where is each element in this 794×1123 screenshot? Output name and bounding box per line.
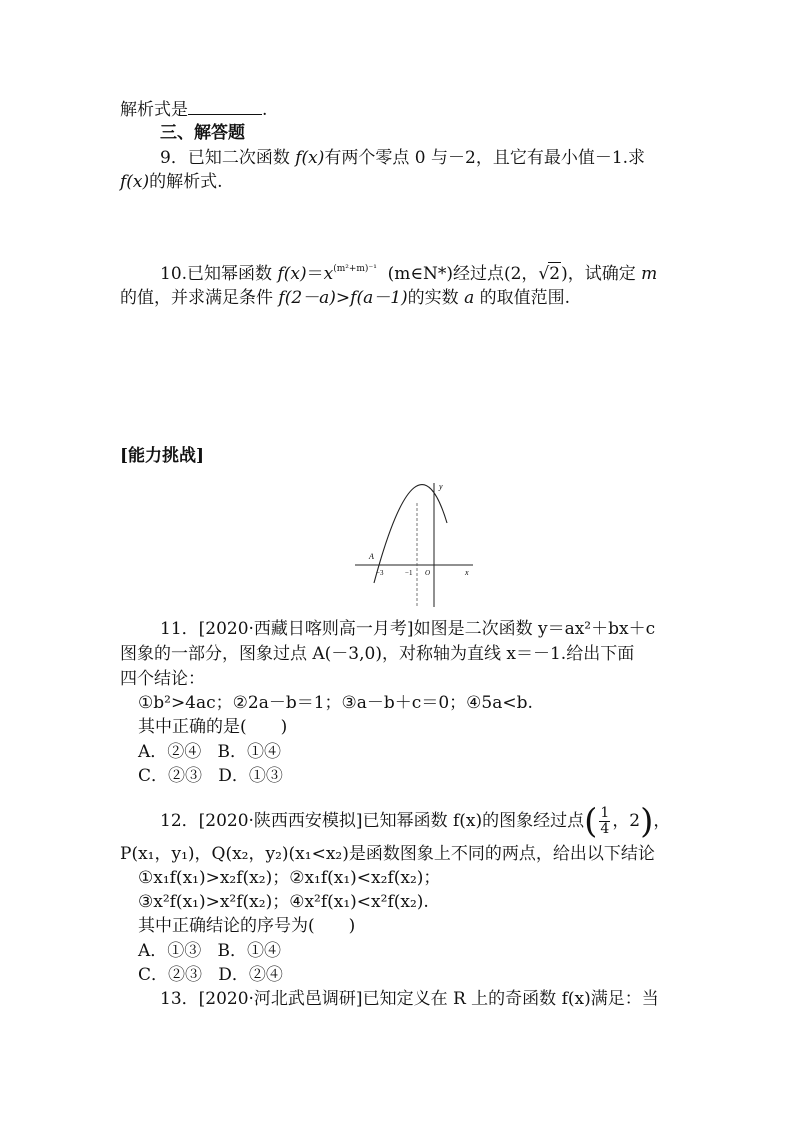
q11-option-b[interactable]: B．①④ xyxy=(217,742,281,762)
q12-line3: ①x₁f(x₁)>x₂f(x₂)；②x₁f(x₁)<x₂f(x₂)； xyxy=(138,868,441,888)
q12-point-rest: ，2 xyxy=(612,811,641,831)
q12-line4: ③x²f(x₁)>x²f(x₂)；④x²f(x₁)<x²f(x₂). xyxy=(138,892,429,912)
tick-minus1: −1 xyxy=(405,569,413,577)
q10-fx: f(x) xyxy=(277,264,307,284)
q10-line2 xyxy=(120,287,570,309)
q12-options-cd xyxy=(138,964,283,986)
q10-sqrt: 2 xyxy=(549,264,561,284)
q13-line1: 13．[2020·河北武邑调研]已知定义在 R 上的奇函数 f(x)满足：当 xyxy=(160,989,659,1009)
q9-fx: f(x) xyxy=(295,148,325,168)
parabola-figure xyxy=(355,479,475,609)
q9-line2 xyxy=(120,171,223,193)
q9-text-cont: 有两个零点 0 与－2，且它有最小值－1.求 xyxy=(324,148,646,168)
q10-text: 10.已知幂函数 xyxy=(160,264,278,284)
q12-options-ab xyxy=(138,940,281,962)
q11-line1: 11．[2020·西藏日喀则高一月考]如图是二次函数 y＝ax²＋bx＋c xyxy=(160,619,656,639)
q10-point-b: )，试确定 xyxy=(561,264,642,284)
q10-exponent: (m²+m)⁻¹ xyxy=(333,264,377,274)
fill-in-text: 解析式是 xyxy=(120,100,188,120)
q10-text3: 的实数 xyxy=(407,288,465,308)
q10-a: a xyxy=(464,288,475,308)
q10-domain: (m∈N*) xyxy=(387,264,453,284)
q11-line2: 图象的一部分，图象过点 A(－3,0)，对称轴为直线 x＝－1.给出下面 xyxy=(120,644,635,664)
q10-text4: 的取值范围. xyxy=(474,288,571,308)
q11-option-c[interactable]: C．②③ xyxy=(138,766,203,786)
q11-option-a[interactable]: A．②④ xyxy=(138,742,202,762)
frac-numerator: 1 xyxy=(600,805,610,821)
section-heading: 三、解答题 xyxy=(160,123,245,143)
x-label: x xyxy=(465,568,469,577)
q11-conclusions: ①b²>4ac；②2a－b＝1；③a－b＋c＝0；④5a<b. xyxy=(138,693,533,713)
fill-in-line xyxy=(120,98,267,121)
origin-label: O xyxy=(425,569,431,577)
q12-option-b[interactable]: B．①④ xyxy=(217,941,281,961)
q11-options-cd xyxy=(138,765,283,787)
q12-line1: 12．[2020·陕西西安模拟]已知幂函数 f(x)的图象经过点( $\frac{1}{4}$ ，2)， xyxy=(160,801,671,842)
q12-option-c[interactable]: C．②③ xyxy=(138,965,203,985)
q10-text2: 的值，并求满足条件 xyxy=(120,288,279,308)
q12-option-d[interactable]: D．②④ xyxy=(218,965,283,985)
q10-line1: 10.已知幂函数 $f(x)=x^{(m^2+m)^{-1}}$ (m∈N*)经过点(2，√2)，试确定 m xyxy=(160,264,658,284)
answer-blank xyxy=(188,98,262,115)
q10-base: x xyxy=(323,264,334,284)
q12-paren-right: ) xyxy=(640,801,654,842)
q12-line2: P(x₁，y₁)，Q(x₂，y₂)(x₁<x₂)是函数图象上不同的两点，给出以下结论 xyxy=(120,844,655,864)
challenge-heading: [能力挑战] xyxy=(120,446,205,466)
q9-line1 xyxy=(160,147,645,169)
q12-fraction xyxy=(599,806,610,837)
frac-denominator: 4 xyxy=(600,821,610,837)
q9-fx2: f(x) xyxy=(120,172,150,192)
q10-condition: f(2－a)>f(a－1) xyxy=(278,288,408,308)
q10-eq: ＝ xyxy=(306,264,324,284)
q11-line3: 四个结论： xyxy=(120,669,205,689)
fill-in-end: . xyxy=(262,100,268,120)
q11-prompt: 其中正确的是( ) xyxy=(138,717,288,737)
q11-options-ab xyxy=(138,741,281,763)
q12-text: 12．[2020·陕西西安模拟]已知幂函数 f(x)的图象经过点 xyxy=(160,811,585,831)
q10-point-a: 经过点(2， xyxy=(452,264,539,284)
y-label: y xyxy=(439,482,443,491)
point-a-label: A xyxy=(369,552,374,561)
q12-prompt: 其中正确结论的序号为( ) xyxy=(138,916,356,936)
q9-text-end: 的解析式. xyxy=(149,172,223,192)
q12-paren-left: ( xyxy=(584,801,598,842)
q11-option-d[interactable]: D．①③ xyxy=(218,766,283,786)
q9-text: 9．已知二次函数 xyxy=(160,148,296,168)
q10-m: m xyxy=(641,264,658,284)
tick-minus3: −3 xyxy=(376,569,384,577)
q12-option-a[interactable]: A．①③ xyxy=(138,941,202,961)
